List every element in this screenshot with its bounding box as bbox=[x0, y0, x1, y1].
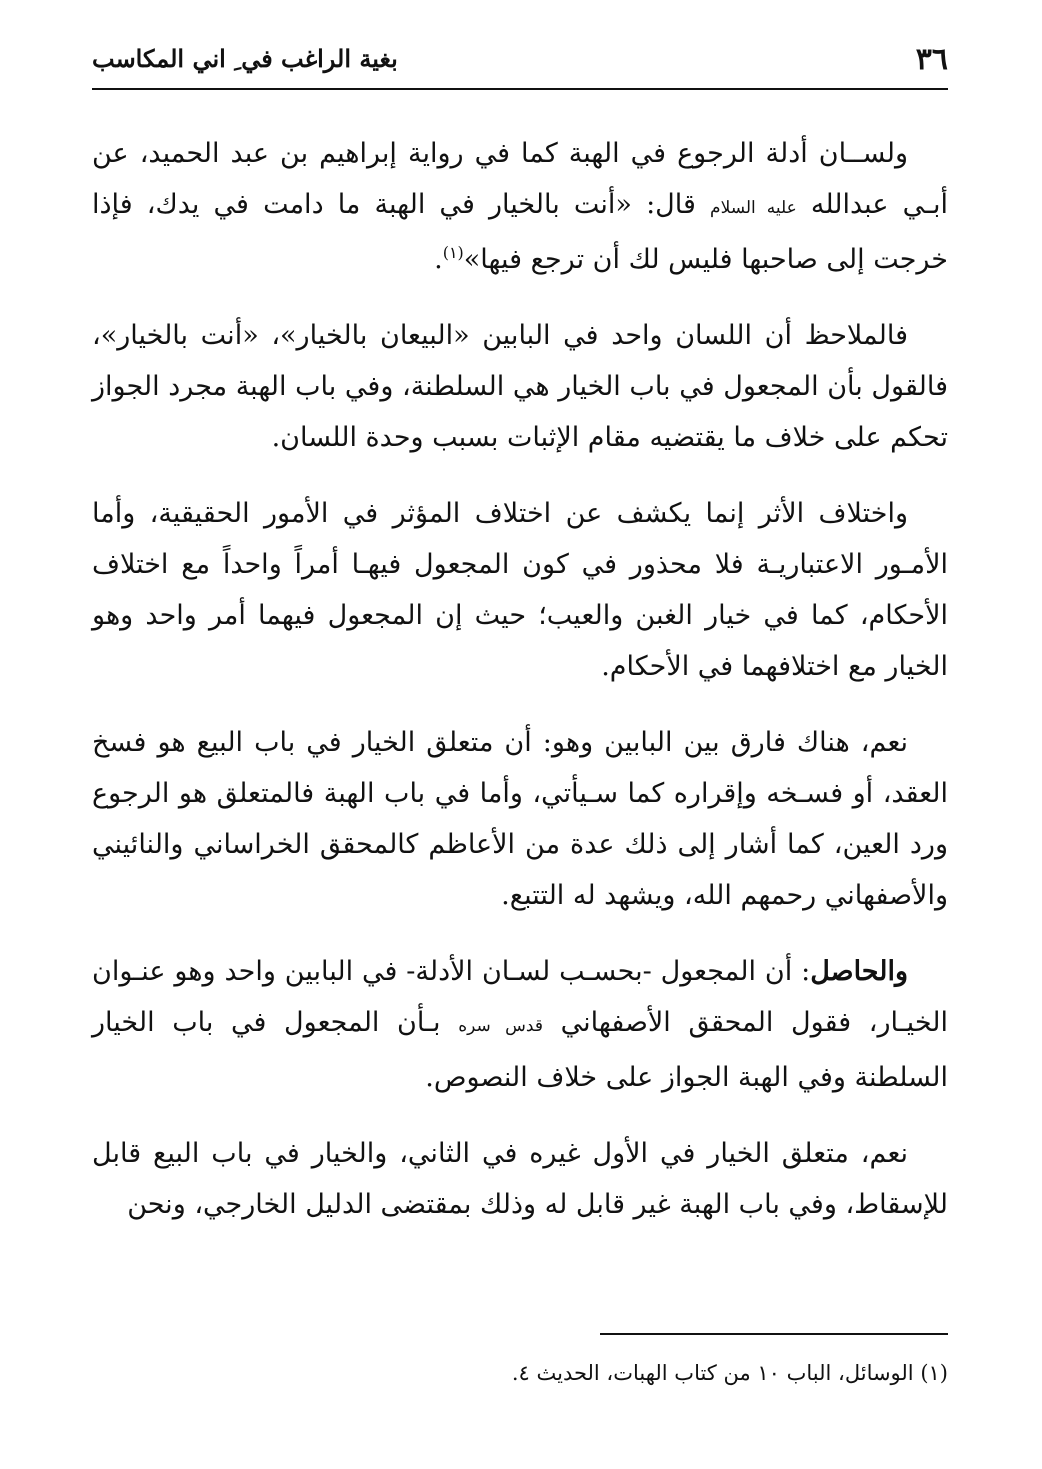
text-run: واختلاف الأثر إنما يكشف عن اختلاف المؤثر في الأمور الحقيقية، وأما الأمـور الاعتباريـة فلا محذور في كون المجعول فيهـا أمراً واحداً مع اختلاف الأحكام، كما في خيار الغبن والعيب؛ حيث إن المجعول فيهما أمر واحد وهو الخيار مع اختلافهما في الأحكام. bbox=[92, 498, 948, 682]
text-run: قال: «أنت بالخيار في الهبة ما دامت في يدك، فإذا خرجت إلى صاحبها فليس لك أن ترجع فيها» bbox=[92, 189, 948, 275]
paragraph bbox=[92, 488, 948, 692]
main-text bbox=[92, 128, 948, 1255]
text-run: : أن المجعول -بحسـب لسـان الأدلة- في البابين واحد وهو عنـوان الخيـار، فقول المحقق الأصفهاني bbox=[92, 956, 948, 1038]
footnote-marker: (١) bbox=[442, 243, 464, 262]
text-run: . bbox=[434, 244, 443, 275]
footnote: (١) الوسائل، الباب ١٠ من كتاب الهبات، الحديث ٤. bbox=[511, 1361, 948, 1385]
honorific: قدس سره bbox=[458, 1016, 543, 1036]
text-run: نعم، هناك فارق بين البابين وهو: أن متعلق الخيار في باب البيع هو فسخ العقد، أو فسـخه وإقراره كما سـيأتي، وأما في باب الهبة فالمتعلق هو الرجوع ورد العين، كما أشار إلى ذلك عدة من الأعاظم كالمحقق الخراساني والنائيني والأصفهاني رحمهم الله، ويشهد له التتبع. bbox=[92, 727, 948, 911]
paragraph bbox=[92, 128, 948, 285]
page-header bbox=[92, 38, 948, 90]
bold-term: والحاصل bbox=[810, 956, 908, 987]
paragraph bbox=[92, 946, 948, 1103]
paragraph bbox=[92, 717, 948, 921]
text-run: نعم، متعلق الخيار في الأول غيره في الثاني، والخيار في باب البيع قابل للإسقاط، وفي باب الهبة غير قابل له وذلك بمقتضى الدليل الخارجي، ونحن bbox=[92, 1138, 948, 1220]
footnote-divider bbox=[600, 1333, 948, 1335]
honorific: عليه السلام bbox=[710, 198, 797, 218]
text-run: فالملاحظ أن اللسان واحد في البابين «البيعان بالخيار»، «أنت بالخيار»، فالقول بأن المجعول في باب الخيار هي السلطنة، وفي باب الهبة مجرد الجواز تحكم على خلاف ما يقتضيه مقام الإثبات بسبب وحدة اللسان. bbox=[92, 320, 948, 453]
running-title: بغية الراغب في ِ اني المكاسب bbox=[92, 44, 398, 73]
text-run: ولســان أدلة الرجوع في الهبة كما في رواية إبراهيم بن عبد الحميد، عن أبـي عبدالله bbox=[92, 138, 948, 220]
text-run: بـأن المجعول في باب الخيار السلطنة وفي الهبة الجواز على خلاف النصوص. bbox=[92, 1007, 948, 1093]
paragraph bbox=[92, 310, 948, 463]
page-number: ٣٦ bbox=[915, 42, 948, 77]
paragraph bbox=[92, 1128, 948, 1230]
